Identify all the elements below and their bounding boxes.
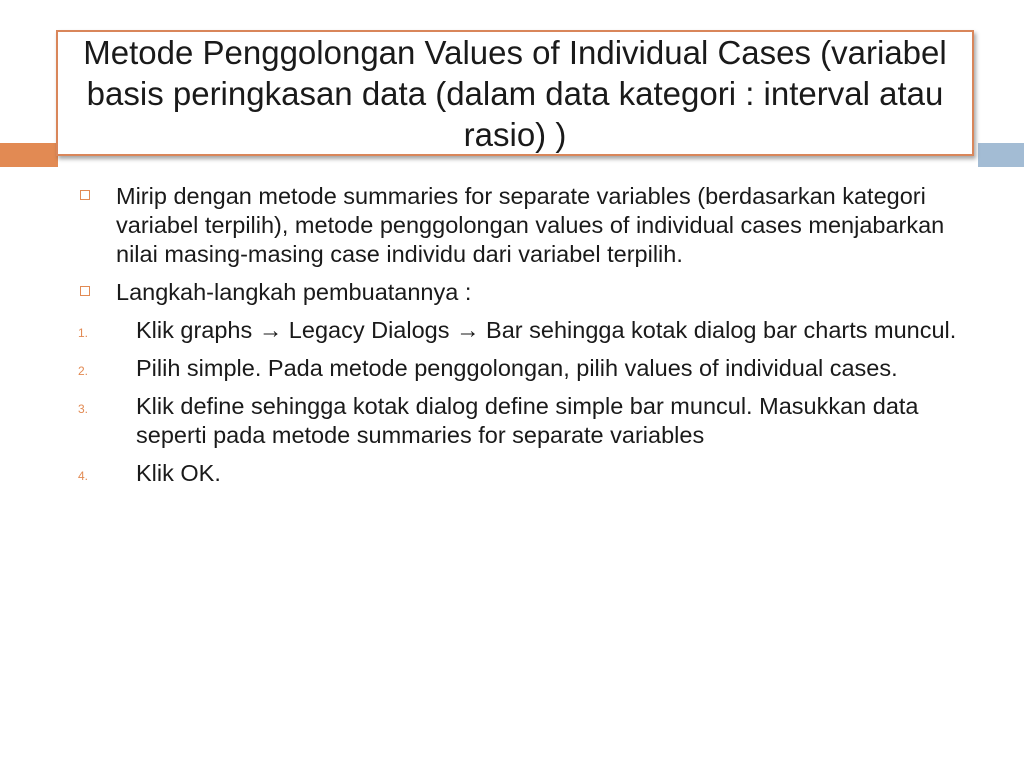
square-bullet-icon: [80, 286, 90, 296]
step-text: Pilih simple. Pada metode penggolongan, pilih values of individual cases.: [136, 355, 898, 381]
step-number: 4.: [78, 469, 89, 483]
step-text: Klik OK.: [136, 460, 221, 486]
bullet-item: [76, 278, 976, 307]
step-text: Klik graphs → Legacy Dialogs → Bar sehingga kotak dialog bar charts muncul.: [136, 317, 957, 343]
bullet-text: Mirip dengan metode summaries for separate variables (berdasarkan kategori variabel terpilih), metode penggolongan values of individual cases menjabarkan nilai masing-masing case individu dari variabel terpilih.: [116, 183, 945, 267]
numbered-step: [76, 392, 976, 450]
header-band-left: [0, 143, 58, 167]
bullet-text: Langkah-langkah pembuatannya :: [116, 279, 472, 305]
header-band-right: [978, 143, 1024, 167]
step-text: Klik define sehingga kotak dialog define simple bar muncul. Masukkan data seperti pada metode summaries for separate variables: [136, 393, 919, 448]
content-area: [76, 182, 976, 497]
numbered-step: [76, 316, 976, 345]
bullet-item: [76, 182, 976, 269]
square-bullet-icon: [80, 190, 90, 200]
step-number: 2.: [78, 364, 89, 378]
numbered-step: [76, 354, 976, 383]
title-box: [56, 30, 974, 156]
numbered-step: [76, 459, 976, 488]
step-number: 3.: [78, 402, 89, 416]
slide-title: Metode Penggolongan Values of Individual Cases (variabel basis peringkasan data (dalam data kategori : interval atau rasio) ): [83, 33, 947, 153]
step-number: 1.: [78, 326, 89, 340]
